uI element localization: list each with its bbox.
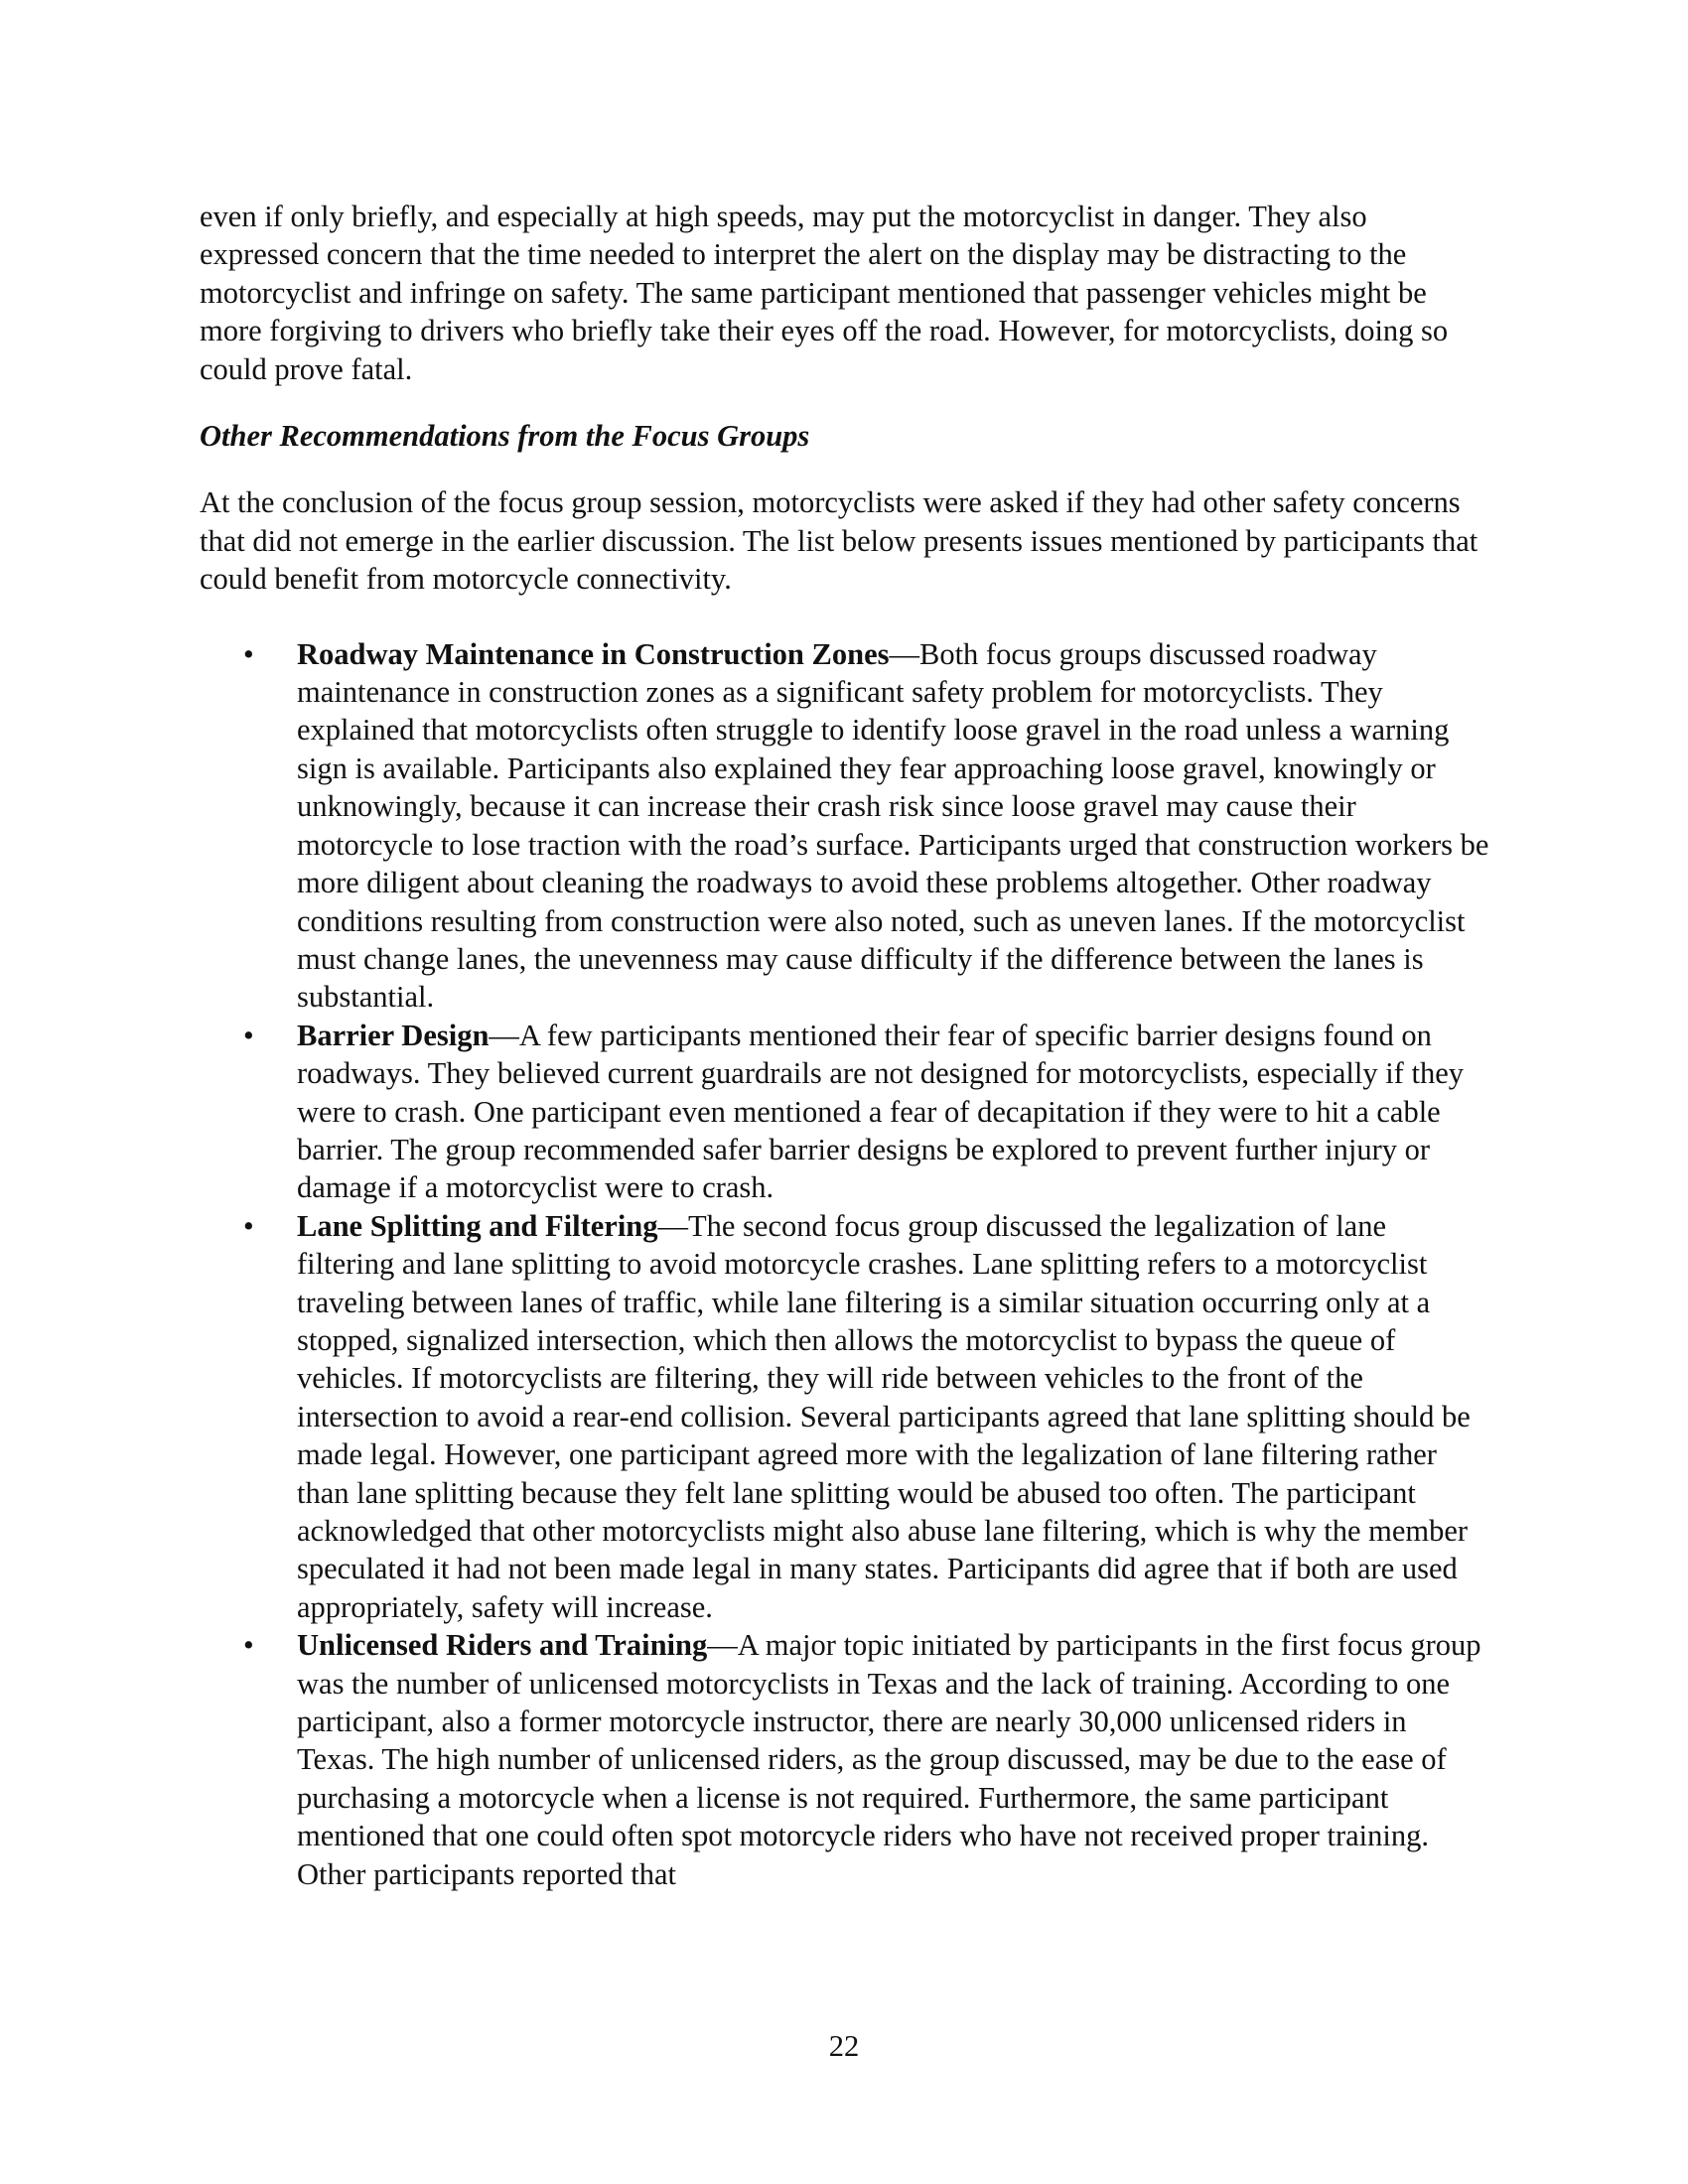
list-item: [200, 635, 1490, 1017]
page-number: 22: [828, 2029, 860, 2063]
bullet-icon: •: [243, 1208, 254, 1243]
list-item-text: —The second focus group discussed the legalization of lane filtering and lane splitting to avoid motorcycle crashes. Lane splitting refers to a motorcyclist traveling between lanes of traffic, while lane filtering is a similar situation occurring only at a stopped, signalized intersection, which then allows the motorcyclist to bypass the queue of vehicles. If motorcyclists are filtering, they will ride between vehicles to the front of the intersection to avoid a rear-end collision. Several participants agreed that lane splitting should be made legal. However, one participant agreed more with the legalization of lane filtering rather than lane splitting because they felt lane splitting would be abused too often. The participant acknowledged that other motorcyclists might also abuse lane filtering, which is why the member speculated it had not been made legal in many states. Participants did agree that if both are used appropriately, safety will increase.: [297, 1208, 1471, 1624]
section-heading: Other Recommendations from the Focus Groups: [200, 419, 810, 454]
recommendations-list: [200, 635, 1490, 1893]
list-item-text: —A few participants mentioned their fear of specific barrier designs found on roadways. They believed current guardrails are not designed for motorcyclists, especially if they were to crash. One participant even mentioned a fear of decapitation if they were to hit a cable barrier. The group recommended safer barrier designs be explored to prevent further injury or damage if a motorcyclist were to crash.: [297, 1018, 1464, 1205]
list-item-term: Barrier Design: [297, 1018, 490, 1052]
section-paragraph: At the conclusion of the focus group session, motorcyclists were asked if they had other safety concerns that did not emerge in the earlier discussion. The list below presents issues mentioned by participants that could benefit from motorcycle connectivity.: [200, 485, 1478, 597]
list-item: [200, 1626, 1490, 1893]
list-item-text: —A major topic initiated by participants in the first focus group was the number of unlicensed motorcyclists in Texas and the lack of training. According to one participant, also a former motorcycle instructor, there are nearly 30,000 unlicensed riders in Texas. The high number of unlicensed riders, as the group discussed, may be due to the ease of purchasing a motorcycle when a license is not required. Furthermore, the same participant mentioned that one could often spot motorcycle riders who have not received proper training. Other participants reported that: [297, 1628, 1481, 1891]
bullet-icon: •: [243, 636, 254, 671]
list-item: [200, 1017, 1490, 1207]
list-item-text: —Both focus groups discussed roadway maintenance in construction zones as a significant safety problem for motorcyclists. They explained that motorcyclists often struggle to identify loose gravel in the road unless a warning sign is available. Participants also explained they fear approaching loose gravel, knowingly or unknowingly, because it can increase their crash risk since loose gravel may cause their motorcycle to lose traction with the road’s surface. Participants urged that construction workers be more diligent about cleaning the roadways to avoid these problems altogether. Other roadway conditions resulting from construction were also noted, such as uneven lanes. If the motorcyclist must change lanes, the unevenness may cause difficulty if the difference between the lanes is substantial.: [297, 636, 1489, 1015]
bullet-icon: •: [243, 1018, 254, 1052]
bullet-icon: •: [243, 1628, 254, 1663]
list-item-term: Lane Splitting and Filtering: [297, 1208, 658, 1243]
list-item-term: Unlicensed Riders and Training: [297, 1628, 708, 1663]
document-page: [200, 198, 1490, 1893]
list-item-term: Roadway Maintenance in Construction Zones: [297, 636, 890, 671]
intro-paragraph: even if only briefly, and especially at high speeds, may put the motorcyclist in danger. They also expressed concern that the time needed to interpret the alert on the display may be distracting to the motorcyclist and infringe on safety. The same participant mentioned that passenger vehicles might be more forgiving to drivers who briefly take their eyes off the road. However, for motorcyclists, doing so could prove fatal.: [200, 200, 1449, 386]
list-item: [200, 1207, 1490, 1626]
